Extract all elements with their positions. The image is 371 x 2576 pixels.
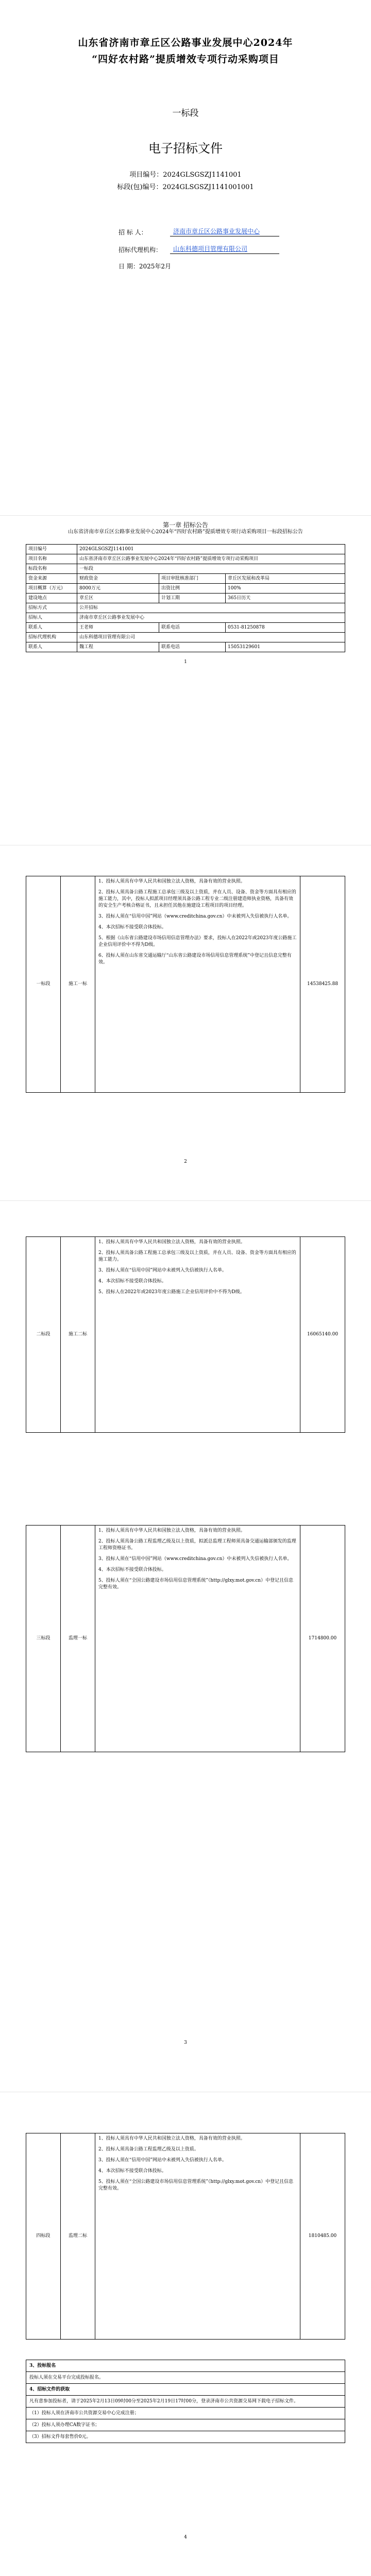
cell-label: 项目概算（万元） bbox=[26, 584, 77, 594]
req-para: 3、投标人须在“信用中国”网站（www.creditchina.gov.cn）中未被列入失信被执行人名单。 bbox=[98, 1556, 292, 1562]
req-para: 2、投标人须具备公路工程施工总承包三级及以上资质，并在人员、设备、资金等方面具有相应的施工能力，其中，投标人拟派项目经理须具备公路工程专业二级注册建造师执业资格，具备有效的安全生产考核合格证书，且未担任其他在施建设工程项目的项目经理。 bbox=[98, 890, 296, 908]
tenderer-row bbox=[119, 227, 279, 236]
cell-value: 济南市章丘区公路事业发展中心 bbox=[77, 613, 345, 623]
page-number: 3 bbox=[184, 2040, 187, 2045]
cell-value: 魏工程 bbox=[77, 642, 159, 652]
section-title: 3、投标报名 bbox=[26, 2360, 345, 2372]
lot-type: 施工一标 bbox=[61, 876, 95, 1093]
req-para: 3、投标人须在“信用中国”网站中未被列入失信被执行人名单。 bbox=[98, 2158, 227, 2163]
section-title: 4、招标文件的获取 bbox=[26, 2384, 345, 2396]
cell-label: 招标方式 bbox=[26, 603, 77, 613]
cell-label: 联系电话 bbox=[159, 623, 226, 633]
cell-value: 公开招标 bbox=[77, 603, 345, 613]
page-number: 4 bbox=[184, 2535, 187, 2540]
cell-label: 联系人 bbox=[26, 642, 77, 652]
page-number: 1 bbox=[184, 659, 187, 665]
agency-label: 招标代理机构： bbox=[119, 246, 162, 253]
lot-amount: 14538425.88 bbox=[300, 876, 345, 1093]
chapter1-page bbox=[0, 520, 371, 665]
lot-requirements bbox=[95, 1237, 300, 1433]
req-para: 3、投标人须在“信用中国”网站（www.creditchina.gov.cn）中未被列入失信被执行人名单。 bbox=[98, 914, 292, 919]
cover-page bbox=[0, 0, 371, 577]
lot-amount: 16065140.00 bbox=[300, 1237, 345, 1433]
req-para: 3、投标人须在“信用中国”网站中未被列入失信被执行人名单。 bbox=[98, 1268, 227, 1273]
req-para: 4、本次招标不接受联合体投标。 bbox=[98, 1279, 166, 1284]
cell-label: 建设地点 bbox=[26, 594, 77, 603]
cell-label: 项目审批核准部门 bbox=[159, 574, 226, 584]
lot-requirements bbox=[95, 876, 300, 1093]
section-text: 投标人须在交易平台完成投标报名。 bbox=[26, 2372, 345, 2384]
cover-date: 日 期：2025年2月 bbox=[119, 263, 171, 270]
cell-label: 计划工期 bbox=[159, 594, 226, 603]
chapter1-title: 第一章 招标公告 bbox=[163, 521, 208, 529]
cover-title-line1: 山东省济南市章丘区公路事业发展中心2024年 bbox=[78, 37, 293, 48]
lot-type: 监理一标 bbox=[61, 1526, 95, 1752]
section-list-item: （1）投标人须在济南市公共资源交易中心完成注册； bbox=[26, 2408, 345, 2419]
lot-type: 施工二标 bbox=[61, 1237, 95, 1433]
announcement-table bbox=[26, 544, 345, 652]
req-para: 1、投标人须具有中华人民共和国独立法人资格，具备有效的营业执照。 bbox=[98, 1528, 245, 1533]
page-separator bbox=[0, 515, 371, 516]
cover-doc-type: 电子招标文件 bbox=[148, 141, 223, 156]
req-para: 1、投标人须具有中华人民共和国独立法人资格，具备有效的营业执照。 bbox=[98, 1240, 245, 1245]
cell-value: 章丘区发展和改革局 bbox=[226, 574, 345, 584]
lot-amount: 1810485.00 bbox=[300, 2133, 345, 2340]
cell-value: 财政资金 bbox=[77, 574, 159, 584]
req-para: 4、本次招标不接受联合体投标。 bbox=[98, 1567, 166, 1572]
cell-label: 联系人 bbox=[26, 623, 77, 633]
cover-title-line2: “四好农村路”提质增效专项行动采购项目 bbox=[92, 54, 279, 65]
cell-value: 0531-81250878 bbox=[226, 623, 345, 633]
lot-name: 一标段 bbox=[26, 876, 61, 1093]
cell-value: 2024GLSGSZJ1141001 bbox=[77, 545, 345, 554]
req-para: 4、本次招标不接受联合体投标。 bbox=[98, 925, 166, 930]
req-para: 4、本次招标不接受联合体投标。 bbox=[98, 2168, 166, 2174]
req-para: 5、投标人在2022年或2023年度公路施工企业信用评价中不得为D级。 bbox=[98, 1290, 245, 1295]
lot-name: 三标段 bbox=[26, 1526, 61, 1752]
req-para: 2、投标人须具备公路工程监理乙级及以上资质。 bbox=[98, 2147, 199, 2152]
req-para: 5、投标人须在“全国公路建设市场信用信息管理系统”（http://glxy.mot.gov.cn）中登记且信息完整有效。 bbox=[98, 2179, 294, 2191]
req-para: 5、投标人须在“全国公路建设市场信用信息管理系统”（http://glxy.mot.gov.cn）中登记且信息完整有效。 bbox=[98, 1578, 294, 1590]
lot-type: 监理二标 bbox=[61, 2133, 95, 2340]
req-para: 5、根据《山东省公路建设市场信用信息管理办法》要求，投标人在2022年或2023年度公路施工企业信用评价中不得为D级。 bbox=[98, 936, 297, 947]
req-para: 1、投标人须具有中华人民共和国独立法人资格，具备有效的营业执照。 bbox=[98, 879, 245, 884]
lot-requirements bbox=[95, 2133, 300, 2340]
lot-table-4 bbox=[26, 2133, 345, 2340]
chapter1-intro: 山东省济南市章丘区公路事业发展中心2024年“四好农村路”提质增效专项行动采购项目一标段招标公告 bbox=[68, 529, 303, 535]
cell-label: 招标人 bbox=[26, 613, 77, 623]
page-number: 2 bbox=[184, 1159, 187, 1164]
req-para: 2、投标人须具备公路工程施工总承包三级及以上资质，并在人员、设备、资金等方面具有相应的施工能力。 bbox=[98, 1250, 296, 1262]
cell-label: 项目编号 bbox=[26, 545, 77, 554]
cell-value: 山东省济南市章丘区公路事业发展中心2024年“四好农村路”提质增效专项行动采购项目 bbox=[77, 554, 345, 564]
cover-project-no: 项目编号：2024GLSGSZJ1141001 bbox=[129, 171, 242, 179]
cell-value: 章丘区 bbox=[77, 594, 159, 603]
cover-section: 一标段 bbox=[172, 108, 199, 118]
cell-value: 15053129601 bbox=[226, 642, 345, 652]
agency-link[interactable]: 山东科德项目管理有限公司 bbox=[170, 244, 279, 254]
section-list-item: （2）投标人须办理CA数字证书； bbox=[26, 2419, 345, 2431]
lot-name: 四标段 bbox=[26, 2133, 61, 2340]
lot-amount: 1714800.00 bbox=[300, 1526, 345, 1752]
cell-label: 联系电话 bbox=[159, 642, 226, 652]
cell-value: 365日历天 bbox=[226, 594, 345, 603]
notice-sections-table bbox=[26, 2360, 345, 2443]
cell-label: 标段名称 bbox=[26, 564, 77, 574]
req-para: 6、投标人须在山东省交通运输厅“山东省公路建设市场信用信息管理系统”中登记且信息完整有效。 bbox=[98, 953, 292, 965]
agency-row bbox=[119, 244, 279, 254]
cell-label: 出资比例 bbox=[159, 584, 226, 594]
cell-value: 山东科德项目管理有限公司 bbox=[77, 633, 345, 642]
tenderer-label: 招 标 人： bbox=[119, 229, 147, 236]
req-para: 1、投标人须具有中华人民共和国独立法人资格，具备有效的营业执照。 bbox=[98, 2136, 245, 2141]
cell-label: 招标代理机构 bbox=[26, 633, 77, 642]
cell-label: 资金来源 bbox=[26, 574, 77, 584]
tenderer-link[interactable]: 济南市章丘区公路事业发展中心 bbox=[170, 227, 279, 236]
page-separator bbox=[0, 1200, 371, 1201]
section-list-item: （3）招标文件每套售价0元。 bbox=[26, 2431, 345, 2443]
lot-table-2 bbox=[26, 1236, 345, 1433]
lot-name: 二标段 bbox=[26, 1237, 61, 1433]
cell-value: 一标段 bbox=[77, 564, 345, 574]
req-para: 2、投标人须具备公路工程监理乙级及以上资质，拟派总监理工程师须具备交通运输部颁发的监理工程师资格证书。 bbox=[98, 1539, 296, 1551]
cover-section-no: 标段(包)编号：2024GLSGSZJ1141001001 bbox=[117, 183, 254, 191]
cell-label: 项目名称 bbox=[26, 554, 77, 564]
cell-value: 8000万元 bbox=[77, 584, 159, 594]
lot-requirements bbox=[95, 1526, 300, 1752]
section-text: 凡有意参加投标者，请于2025年2月13日09时00分至2025年2月19日17时00分，登录济南市公共资源交易网下载电子招标文件。 bbox=[26, 2396, 345, 2408]
cell-value: 100% bbox=[226, 584, 345, 594]
lot-table-1 bbox=[26, 876, 345, 1093]
cell-value: 王老师 bbox=[77, 623, 159, 633]
lot-table-3 bbox=[26, 1525, 345, 1752]
